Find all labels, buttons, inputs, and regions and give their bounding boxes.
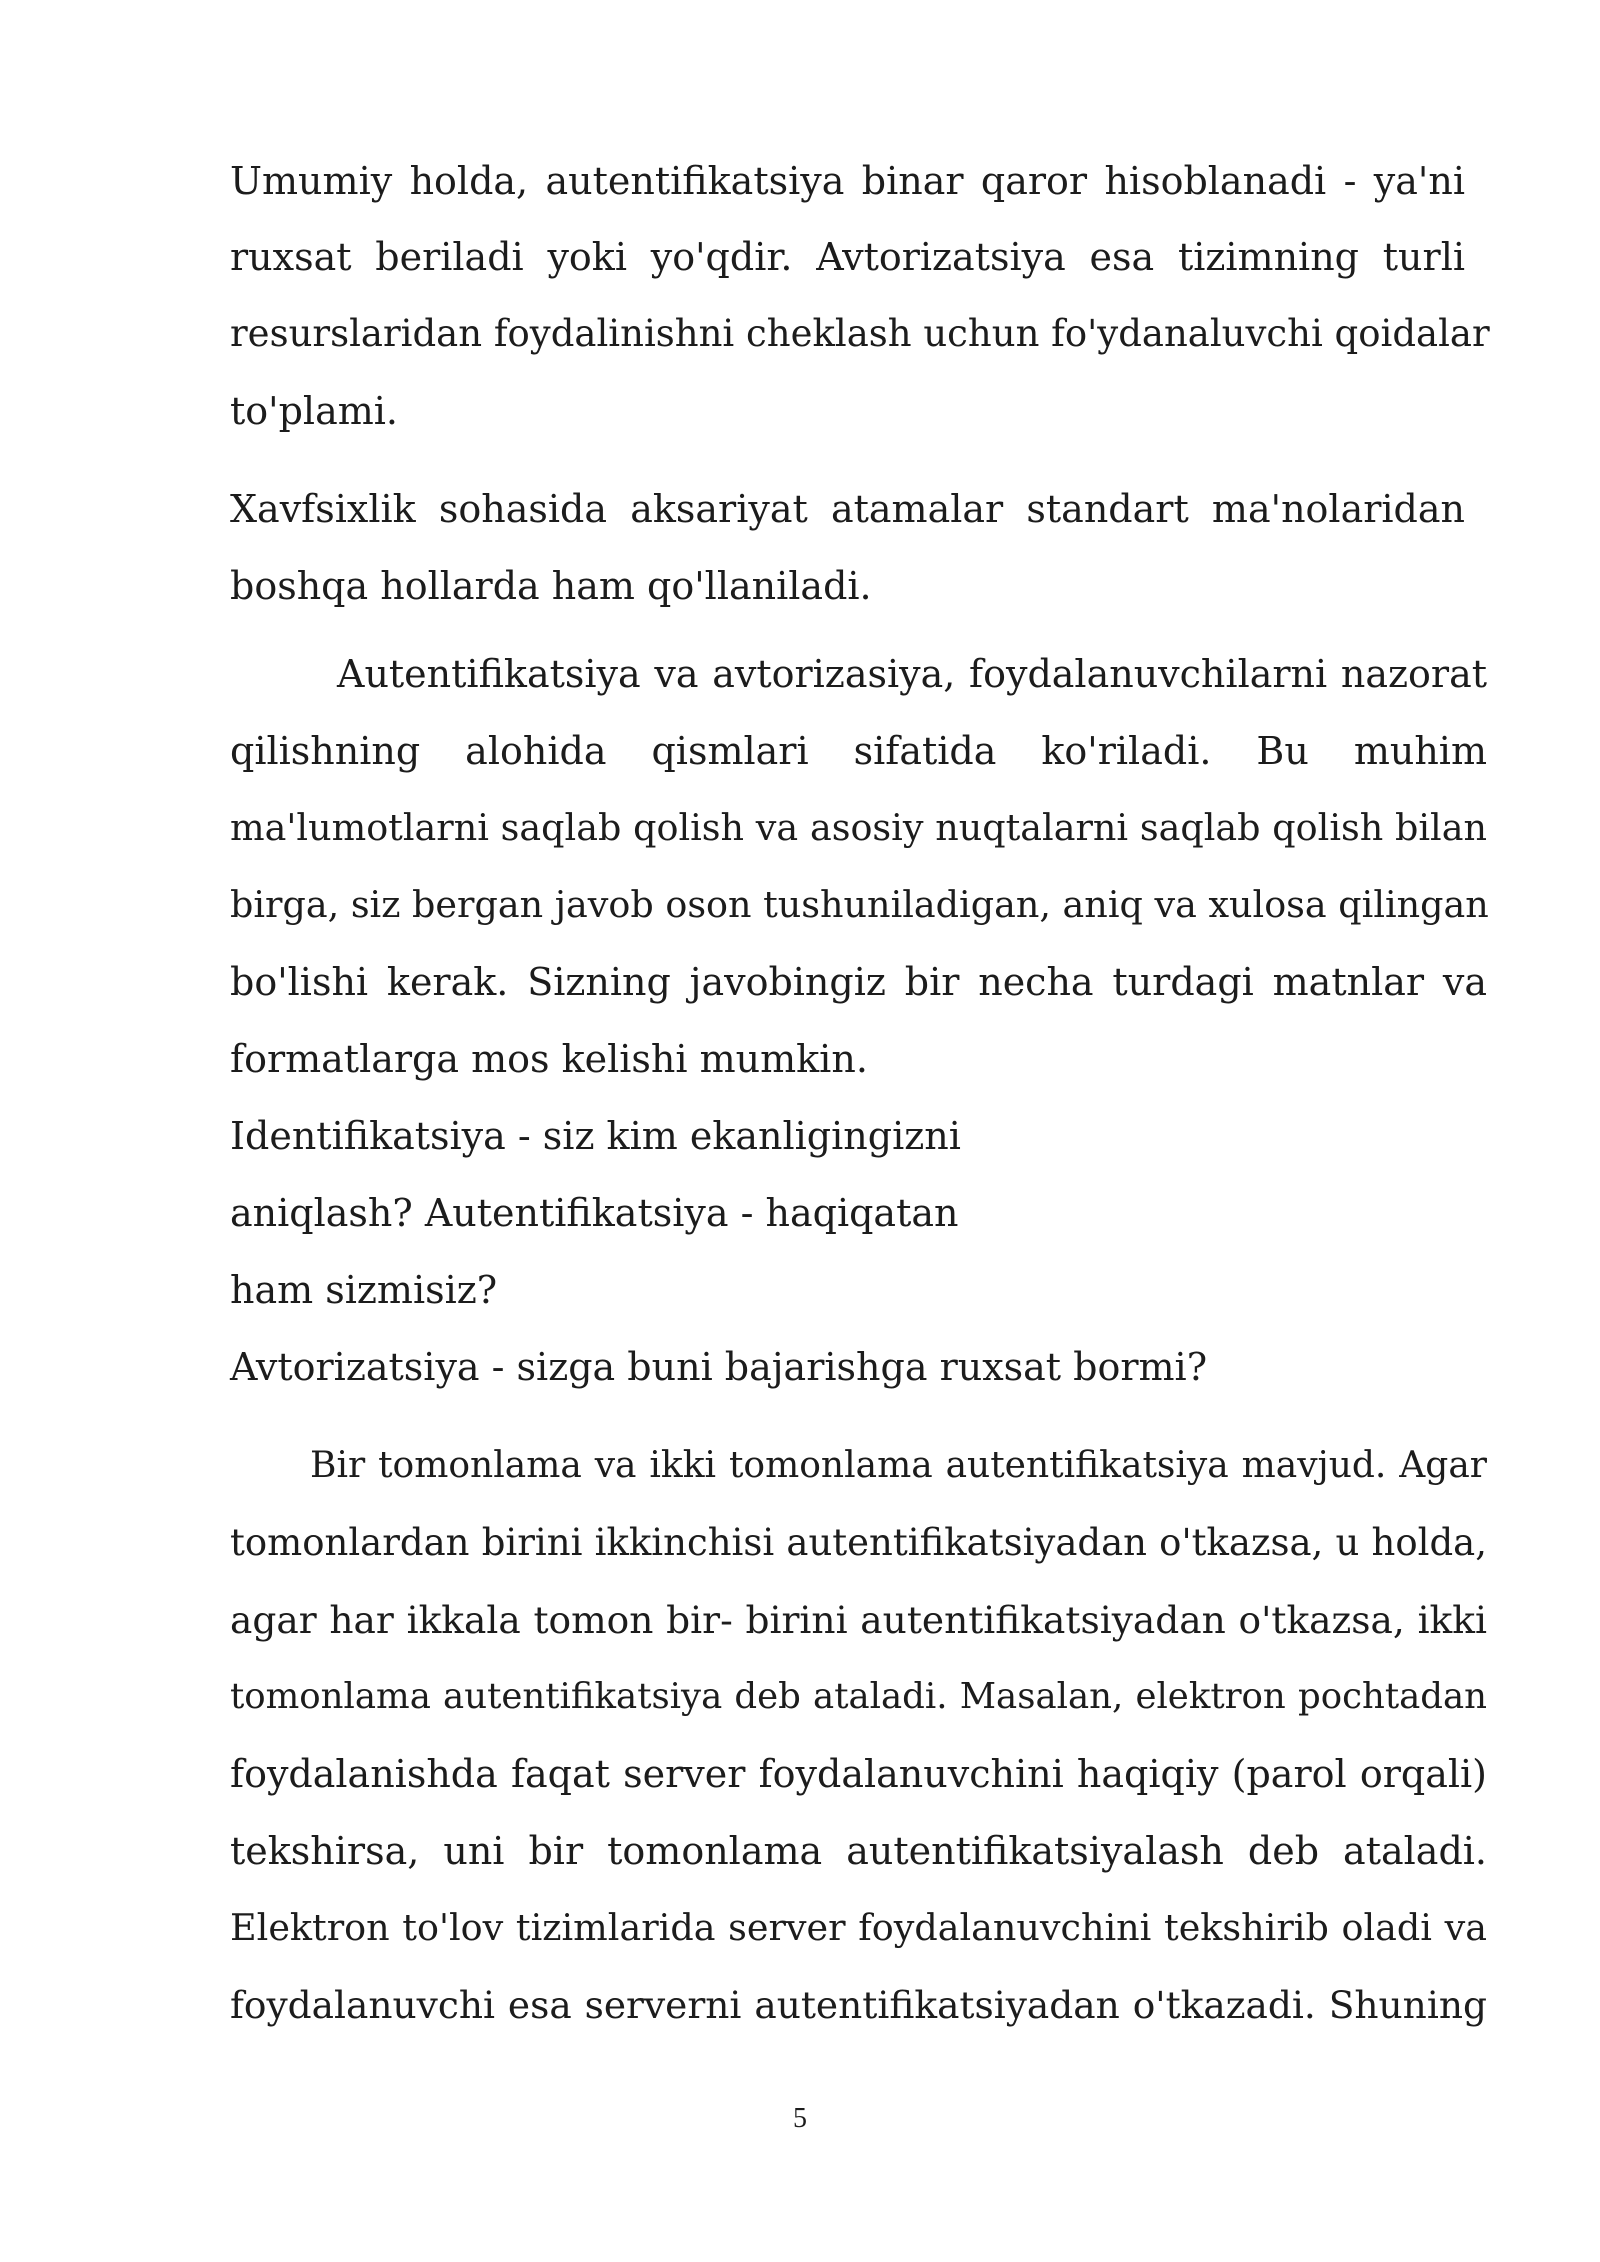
text-line: bo'lishi kerak. Sizning javobingiz bir necha turdagi matnlar va [230,960,1487,1004]
text-line: ruxsat beriladi yoki yo'qdir. Avtorizatsiya esa tizimning turli [230,235,1465,279]
text-line: birga, siz bergan javob oson tushuniladigan, aniq va xulosa qilingan [230,883,1489,926]
text-line: Autentifikatsiya va avtorizasiya, foydalanuvchilarni nazorat [337,652,1487,696]
text-line: to'plami. [230,389,398,433]
text-line: boshqa hollarda ham qo'llaniladi. [230,564,872,608]
text-line: tekshirsa, uni bir tomonlama autentifikatsiyalash deb ataladi. [230,1829,1487,1873]
text-line: Umumiy holda, autentifikatsiya binar qaror hisoblanadi - ya'ni [230,159,1465,203]
text-line: ham sizmisiz? [230,1268,498,1312]
text-line: tomonlardan birini ikkinchisi autentifikatsiyadan o'tkazsa, u holda, [230,1521,1487,1564]
text-line: Elektron to'lov tizimlarida server foydalanuvchini tekshirib oladi va [230,1906,1487,1949]
text-line: resurslaridan foydalinishni cheklash uchun fo'ydanaluvchi qoidalar [230,312,1490,355]
text-line: ma'lumotlarni saqlab qolish va asosiy nuqtalarni saqlab qolish bilan [230,806,1487,849]
text-line: foydalanuvchi esa serverni autentifikatsiyadan o'tkazadi. Shuning [230,1983,1487,2027]
text-line: Xavfsixlik sohasida aksariyat atamalar standart ma'nolaridan [230,487,1465,531]
text-line: formatlarga mos kelishi mumkin. [230,1037,868,1081]
page-number: 5 [793,2103,807,2134]
text-line: tomonlama autentifikatsiya deb ataladi. Masalan, elektron pochtadan [230,1676,1487,1717]
text-line: qilishning alohida qismlari sifatida ko'riladi. Bu muhim [230,729,1487,773]
text-line: Identifikatsiya - siz kim ekanligingizni [230,1114,961,1158]
text-line: Bir tomonlama va ikki tomonlama autentifikatsiya mavjud. Agar [310,1445,1487,1486]
text-line: agar har ikkala tomon bir- birini autentifikatsiyadan o'tkazsa, ikki [230,1598,1487,1642]
text-line: aniqlash? Autentifikatsiya - haqiqatan [230,1191,959,1235]
text-line: Avtorizatsiya - sizga buni bajarishga ruxsat bormi? [230,1345,1208,1389]
text-line: foydalanishda faqat server foydalanuvchini haqiqiy (parol orqali) [230,1752,1487,1796]
